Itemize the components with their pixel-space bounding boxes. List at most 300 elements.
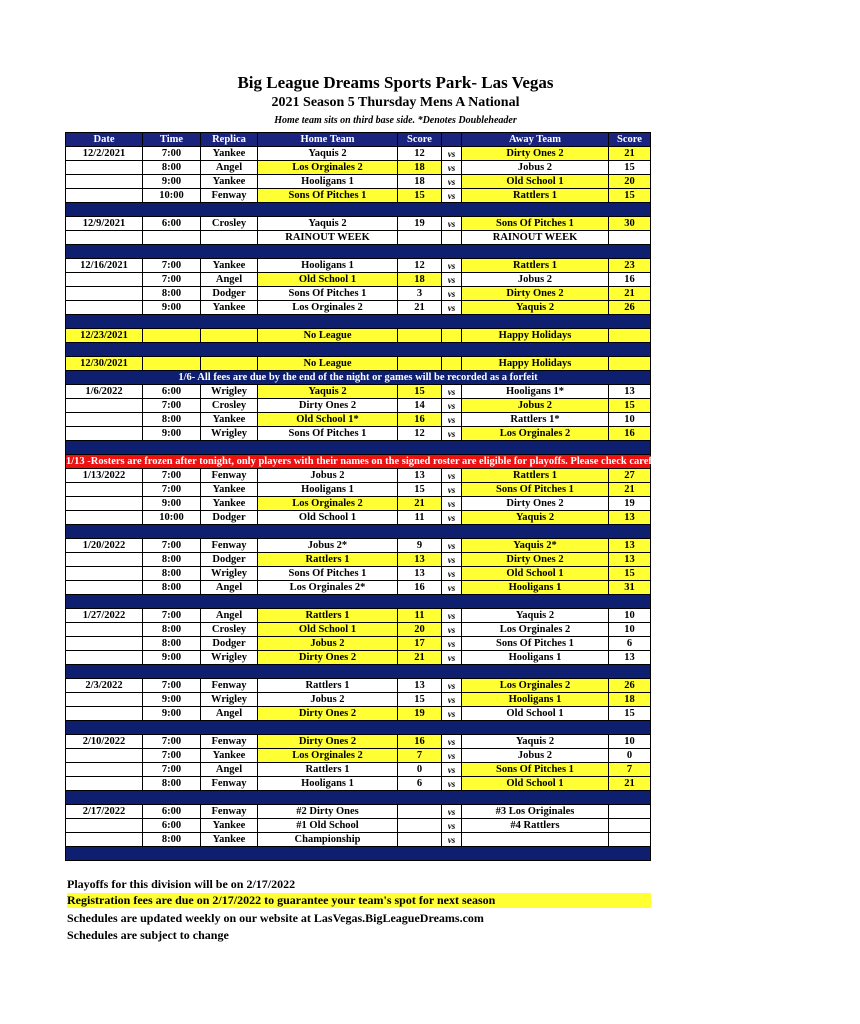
replica-field: Crosley: [201, 217, 258, 231]
away-team: Jobus 2: [462, 161, 609, 175]
away-score: 21: [609, 147, 651, 161]
home-score: 11: [398, 609, 442, 623]
replica-field: Angel: [201, 763, 258, 777]
home-team: Jobus 2*: [258, 539, 398, 553]
game-time: 7:00: [143, 679, 201, 693]
replica-field: Fenway: [201, 189, 258, 203]
game-row: [66, 763, 651, 777]
home-team: Jobus 2: [258, 637, 398, 651]
game-row: [66, 539, 651, 553]
home-score: 12: [398, 427, 442, 441]
vs-label: vs: [442, 189, 462, 203]
game-date: [66, 833, 143, 847]
replica-field: Dodger: [201, 511, 258, 525]
separator-cell: [66, 315, 651, 329]
away-score: 13: [609, 651, 651, 665]
replica-field: Angel: [201, 581, 258, 595]
away-score: 26: [609, 301, 651, 315]
header-row: [66, 133, 651, 147]
vs-label: vs: [442, 833, 462, 847]
week-separator: [66, 791, 651, 805]
away-score: 15: [609, 399, 651, 413]
replica-field: Fenway: [201, 805, 258, 819]
roster-alert-row: [66, 455, 651, 469]
separator-cell: [66, 791, 651, 805]
vs-label: vs: [442, 497, 462, 511]
away-team: Hooligans 1: [462, 693, 609, 707]
page-title: Big League Dreams Sports Park- Las Vegas: [237, 73, 554, 92]
home-score: [398, 833, 442, 847]
away-team: #4 Rattlers: [462, 819, 609, 833]
separator-cell: [66, 525, 651, 539]
away-score: [609, 819, 651, 833]
holiday-row: [66, 357, 651, 371]
game-row: [66, 693, 651, 707]
away-score: 10: [609, 623, 651, 637]
game-row: [66, 777, 651, 791]
game-date: [66, 777, 143, 791]
replica-field: Fenway: [201, 469, 258, 483]
header-note: Home team sits on third base side. *Denotes Doubleheader: [274, 115, 517, 126]
game-row: [66, 231, 651, 245]
replica-field: Fenway: [201, 735, 258, 749]
fees-notice-row: [66, 371, 651, 385]
game-row: [66, 399, 651, 413]
vs-label: vs: [442, 819, 462, 833]
away-team: Los Orginales 2: [462, 679, 609, 693]
away-score: [609, 231, 651, 245]
vs-label: vs: [442, 539, 462, 553]
away-team: Rattlers 1: [462, 189, 609, 203]
home-score: 16: [398, 581, 442, 595]
home-team: Hooligans 1: [258, 777, 398, 791]
replica-field: Yankee: [201, 301, 258, 315]
home-score: [398, 819, 442, 833]
fees-notice: 1/6- All fees are due by the end of the night or games will be recorded as a forfeit: [66, 371, 651, 385]
game-row: [66, 581, 651, 595]
game-time: 9:00: [143, 651, 201, 665]
game-row: [66, 287, 651, 301]
game-row: [66, 511, 651, 525]
away-team: Rattlers 1: [462, 469, 609, 483]
home-team: Championship: [258, 833, 398, 847]
separator-cell: [66, 441, 651, 455]
game-time: 8:00: [143, 581, 201, 595]
game-date: [66, 651, 143, 665]
game-date: 1/6/2022: [66, 385, 143, 399]
home-score: 15: [398, 189, 442, 203]
away-team: Old School 1: [462, 777, 609, 791]
game-date: [66, 273, 143, 287]
col-header: Away Team: [462, 133, 609, 147]
home-team: Sons Of Pitches 1: [258, 567, 398, 581]
away-score: 19: [609, 497, 651, 511]
game-date: 12/23/2021: [66, 329, 143, 343]
home-score: 18: [398, 273, 442, 287]
home-team: #2 Dirty Ones: [258, 805, 398, 819]
home-team: Rattlers 1: [258, 763, 398, 777]
home-score: 20: [398, 623, 442, 637]
game-time: 6:00: [143, 217, 201, 231]
home-score: 6: [398, 777, 442, 791]
away-score: 13: [609, 553, 651, 567]
game-date: [66, 763, 143, 777]
replica-field: Wrigley: [201, 693, 258, 707]
game-row: [66, 469, 651, 483]
away-score: 23: [609, 259, 651, 273]
replica-field: Yankee: [201, 413, 258, 427]
game-row: [66, 735, 651, 749]
home-team: Yaquis 2: [258, 147, 398, 161]
col-header: [442, 133, 462, 147]
home-team: Los Orginales 2: [258, 161, 398, 175]
week-separator: [66, 203, 651, 217]
home-team: Hooligans 1: [258, 175, 398, 189]
game-time: 7:00: [143, 259, 201, 273]
game-row: [66, 427, 651, 441]
game-time: 7:00: [143, 147, 201, 161]
home-score: 13: [398, 679, 442, 693]
col-header: Score: [398, 133, 442, 147]
week-separator: [66, 721, 651, 735]
game-date: [66, 427, 143, 441]
vs-label: vs: [442, 749, 462, 763]
away-team: Dirty Ones 2: [462, 553, 609, 567]
game-time: [143, 357, 201, 371]
vs-label: vs: [442, 483, 462, 497]
away-score: 30: [609, 217, 651, 231]
away-team: [462, 833, 609, 847]
away-team: Yaquis 2: [462, 609, 609, 623]
vs-label: vs: [442, 161, 462, 175]
vs-label: vs: [442, 623, 462, 637]
home-score: 7: [398, 749, 442, 763]
home-team: Hooligans 1: [258, 483, 398, 497]
away-score: 31: [609, 581, 651, 595]
page-subtitle: 2021 Season 5 Thursday Mens A National: [271, 95, 520, 110]
home-team: Rattlers 1: [258, 553, 398, 567]
away-score: 21: [609, 287, 651, 301]
game-date: [66, 693, 143, 707]
home-team: Old School 1*: [258, 413, 398, 427]
game-date: 2/17/2022: [66, 805, 143, 819]
away-team: Happy Holidays: [462, 357, 609, 371]
replica-field: Yankee: [201, 259, 258, 273]
game-date: 1/27/2022: [66, 609, 143, 623]
col-header: Score: [609, 133, 651, 147]
away-team: Hooligans 1: [462, 581, 609, 595]
vs-label: vs: [442, 413, 462, 427]
away-score: 16: [609, 273, 651, 287]
game-date: [66, 231, 143, 245]
home-score: 13: [398, 469, 442, 483]
away-score: 21: [609, 483, 651, 497]
game-time: 8:00: [143, 161, 201, 175]
separator-cell: [66, 721, 651, 735]
game-time: 7:00: [143, 609, 201, 623]
footer-change-notice: Schedules are subject to change: [67, 928, 229, 942]
home-team: No League: [258, 329, 398, 343]
home-team: Sons Of Pitches 1: [258, 287, 398, 301]
home-team: Rattlers 1: [258, 679, 398, 693]
week-separator: [66, 343, 651, 357]
home-score: 13: [398, 553, 442, 567]
replica-field: Yankee: [201, 175, 258, 189]
game-time: 8:00: [143, 777, 201, 791]
home-team: Old School 1: [258, 623, 398, 637]
home-score: 9: [398, 539, 442, 553]
away-team: Yaquis 2: [462, 301, 609, 315]
vs-label: vs: [442, 735, 462, 749]
home-score: 15: [398, 483, 442, 497]
away-team: Los Orginales 2: [462, 427, 609, 441]
home-score: 15: [398, 385, 442, 399]
game-time: 7:00: [143, 763, 201, 777]
home-team: Los Orginales 2: [258, 301, 398, 315]
game-date: [66, 819, 143, 833]
away-score: 15: [609, 189, 651, 203]
game-row: [66, 679, 651, 693]
away-score: 10: [609, 609, 651, 623]
game-row: [66, 819, 651, 833]
week-separator: [66, 525, 651, 539]
replica-field: Angel: [201, 273, 258, 287]
replica-field: Yankee: [201, 483, 258, 497]
schedule-table: [65, 132, 860, 861]
away-score: 7: [609, 763, 651, 777]
footer-registration: Registration fees are due on 2/17/2022 to guarantee your team's spot for next season: [67, 893, 651, 908]
vs-label: vs: [442, 707, 462, 721]
game-time: [143, 329, 201, 343]
game-date: [66, 567, 143, 581]
home-team: Los Orginales 2: [258, 749, 398, 763]
away-score: 0: [609, 749, 651, 763]
game-row: [66, 651, 651, 665]
away-team: RAINOUT WEEK: [462, 231, 609, 245]
home-score: 17: [398, 637, 442, 651]
vs-label: vs: [442, 217, 462, 231]
game-time: 8:00: [143, 567, 201, 581]
game-date: 1/20/2022: [66, 539, 143, 553]
game-time: 6:00: [143, 805, 201, 819]
week-separator: [66, 847, 651, 861]
game-row: [66, 189, 651, 203]
away-team: Sons Of Pitches 1: [462, 763, 609, 777]
game-row: [66, 161, 651, 175]
home-score: [398, 357, 442, 371]
replica-field: Yankee: [201, 833, 258, 847]
col-header: Home Team: [258, 133, 398, 147]
vs-label: [442, 231, 462, 245]
replica-field: Dodger: [201, 637, 258, 651]
replica-field: [201, 357, 258, 371]
game-time: 8:00: [143, 637, 201, 651]
away-team: Old School 1: [462, 175, 609, 189]
home-team: No League: [258, 357, 398, 371]
game-time: 9:00: [143, 301, 201, 315]
home-team: Dirty Ones 2: [258, 735, 398, 749]
away-team: Jobus 2: [462, 273, 609, 287]
game-row: [66, 497, 651, 511]
away-team: Sons Of Pitches 1: [462, 483, 609, 497]
replica-field: Dodger: [201, 553, 258, 567]
home-team: Jobus 2: [258, 693, 398, 707]
separator-cell: [66, 847, 651, 861]
game-time: 10:00: [143, 189, 201, 203]
home-score: 15: [398, 693, 442, 707]
home-score: 19: [398, 217, 442, 231]
away-team: Rattlers 1*: [462, 413, 609, 427]
home-score: [398, 231, 442, 245]
col-header: Replica: [201, 133, 258, 147]
away-score: 15: [609, 567, 651, 581]
vs-label: vs: [442, 777, 462, 791]
game-row: [66, 413, 651, 427]
game-time: 8:00: [143, 553, 201, 567]
game-time: 8:00: [143, 413, 201, 427]
game-row: [66, 623, 651, 637]
home-team: Yaquis 2: [258, 217, 398, 231]
game-row: [66, 567, 651, 581]
home-team: Jobus 2: [258, 469, 398, 483]
week-separator: [66, 245, 651, 259]
week-separator: [66, 315, 651, 329]
home-team: Old School 1: [258, 511, 398, 525]
away-score: 10: [609, 413, 651, 427]
away-team: Hooligans 1: [462, 651, 609, 665]
vs-label: vs: [442, 147, 462, 161]
replica-field: Crosley: [201, 399, 258, 413]
game-time: 9:00: [143, 693, 201, 707]
away-team: Old School 1: [462, 707, 609, 721]
vs-label: vs: [442, 637, 462, 651]
game-time: 8:00: [143, 833, 201, 847]
away-score: 6: [609, 637, 651, 651]
replica-field: Wrigley: [201, 567, 258, 581]
away-score: [609, 805, 651, 819]
holiday-row: [66, 329, 651, 343]
game-time: [143, 231, 201, 245]
game-time: 6:00: [143, 819, 201, 833]
away-score: 13: [609, 511, 651, 525]
home-score: 0: [398, 763, 442, 777]
replica-field: Wrigley: [201, 385, 258, 399]
game-row: [66, 637, 651, 651]
game-row: [66, 483, 651, 497]
vs-label: vs: [442, 651, 462, 665]
away-team: Rattlers 1: [462, 259, 609, 273]
game-row: [66, 833, 651, 847]
vs-label: vs: [442, 567, 462, 581]
vs-label: vs: [442, 693, 462, 707]
game-date: [66, 623, 143, 637]
away-score: 20: [609, 175, 651, 189]
vs-label: vs: [442, 301, 462, 315]
replica-field: Angel: [201, 161, 258, 175]
footer-playoffs: Playoffs for this division will be on 2/17/2022: [67, 877, 296, 891]
replica-field: Crosley: [201, 623, 258, 637]
replica-field: Yankee: [201, 497, 258, 511]
game-time: 7:00: [143, 399, 201, 413]
away-team: #3 Los Originales: [462, 805, 609, 819]
vs-label: [442, 357, 462, 371]
home-team: RAINOUT WEEK: [258, 231, 398, 245]
away-team: Dirty Ones 2: [462, 147, 609, 161]
game-date: [66, 287, 143, 301]
game-time: 7:00: [143, 483, 201, 497]
game-date: 12/30/2021: [66, 357, 143, 371]
vs-label: vs: [442, 581, 462, 595]
vs-label: vs: [442, 427, 462, 441]
home-score: 21: [398, 301, 442, 315]
home-team: Dirty Ones 2: [258, 651, 398, 665]
game-time: 8:00: [143, 623, 201, 637]
home-score: [398, 805, 442, 819]
roster-alert: 1/13 -Rosters are frozen after tonight, only players with their names on the signed roster are eligible for playoffs. Please check carefully as changes will not be made for omissions.: [66, 455, 860, 467]
game-time: 7:00: [143, 273, 201, 287]
home-team: Los Orginales 2: [258, 497, 398, 511]
away-score: 15: [609, 161, 651, 175]
vs-label: vs: [442, 385, 462, 399]
away-score: 27: [609, 469, 651, 483]
game-time: 9:00: [143, 427, 201, 441]
replica-field: Yankee: [201, 147, 258, 161]
away-score: 10: [609, 735, 651, 749]
home-score: 16: [398, 735, 442, 749]
home-team: Dirty Ones 2: [258, 399, 398, 413]
footer-website: Schedules are updated weekly on our website at LasVegas.BigLeagueDreams.com: [67, 911, 484, 925]
vs-label: vs: [442, 609, 462, 623]
game-date: [66, 497, 143, 511]
home-score: 3: [398, 287, 442, 301]
home-score: 13: [398, 567, 442, 581]
game-date: [66, 483, 143, 497]
home-score: 14: [398, 399, 442, 413]
away-team: Dirty Ones 2: [462, 497, 609, 511]
home-score: 21: [398, 497, 442, 511]
game-row: [66, 217, 651, 231]
home-score: 11: [398, 511, 442, 525]
home-score: [398, 329, 442, 343]
vs-label: vs: [442, 469, 462, 483]
away-team: Jobus 2: [462, 749, 609, 763]
home-score: 18: [398, 175, 442, 189]
game-row: [66, 553, 651, 567]
game-date: [66, 161, 143, 175]
game-row: [66, 175, 651, 189]
separator-cell: [66, 343, 651, 357]
away-team: Jobus 2: [462, 399, 609, 413]
home-team: Old School 1: [258, 273, 398, 287]
game-date: [66, 175, 143, 189]
game-date: 12/2/2021: [66, 147, 143, 161]
game-row: [66, 273, 651, 287]
away-score: 13: [609, 385, 651, 399]
vs-label: vs: [442, 175, 462, 189]
separator-cell: [66, 665, 651, 679]
game-date: [66, 189, 143, 203]
game-time: 9:00: [143, 497, 201, 511]
away-team: Yaquis 2: [462, 735, 609, 749]
replica-field: [201, 329, 258, 343]
game-row: [66, 301, 651, 315]
game-row: [66, 805, 651, 819]
week-separator: [66, 665, 651, 679]
away-score: 16: [609, 427, 651, 441]
game-time: 9:00: [143, 175, 201, 189]
game-date: 12/9/2021: [66, 217, 143, 231]
away-score: 26: [609, 679, 651, 693]
